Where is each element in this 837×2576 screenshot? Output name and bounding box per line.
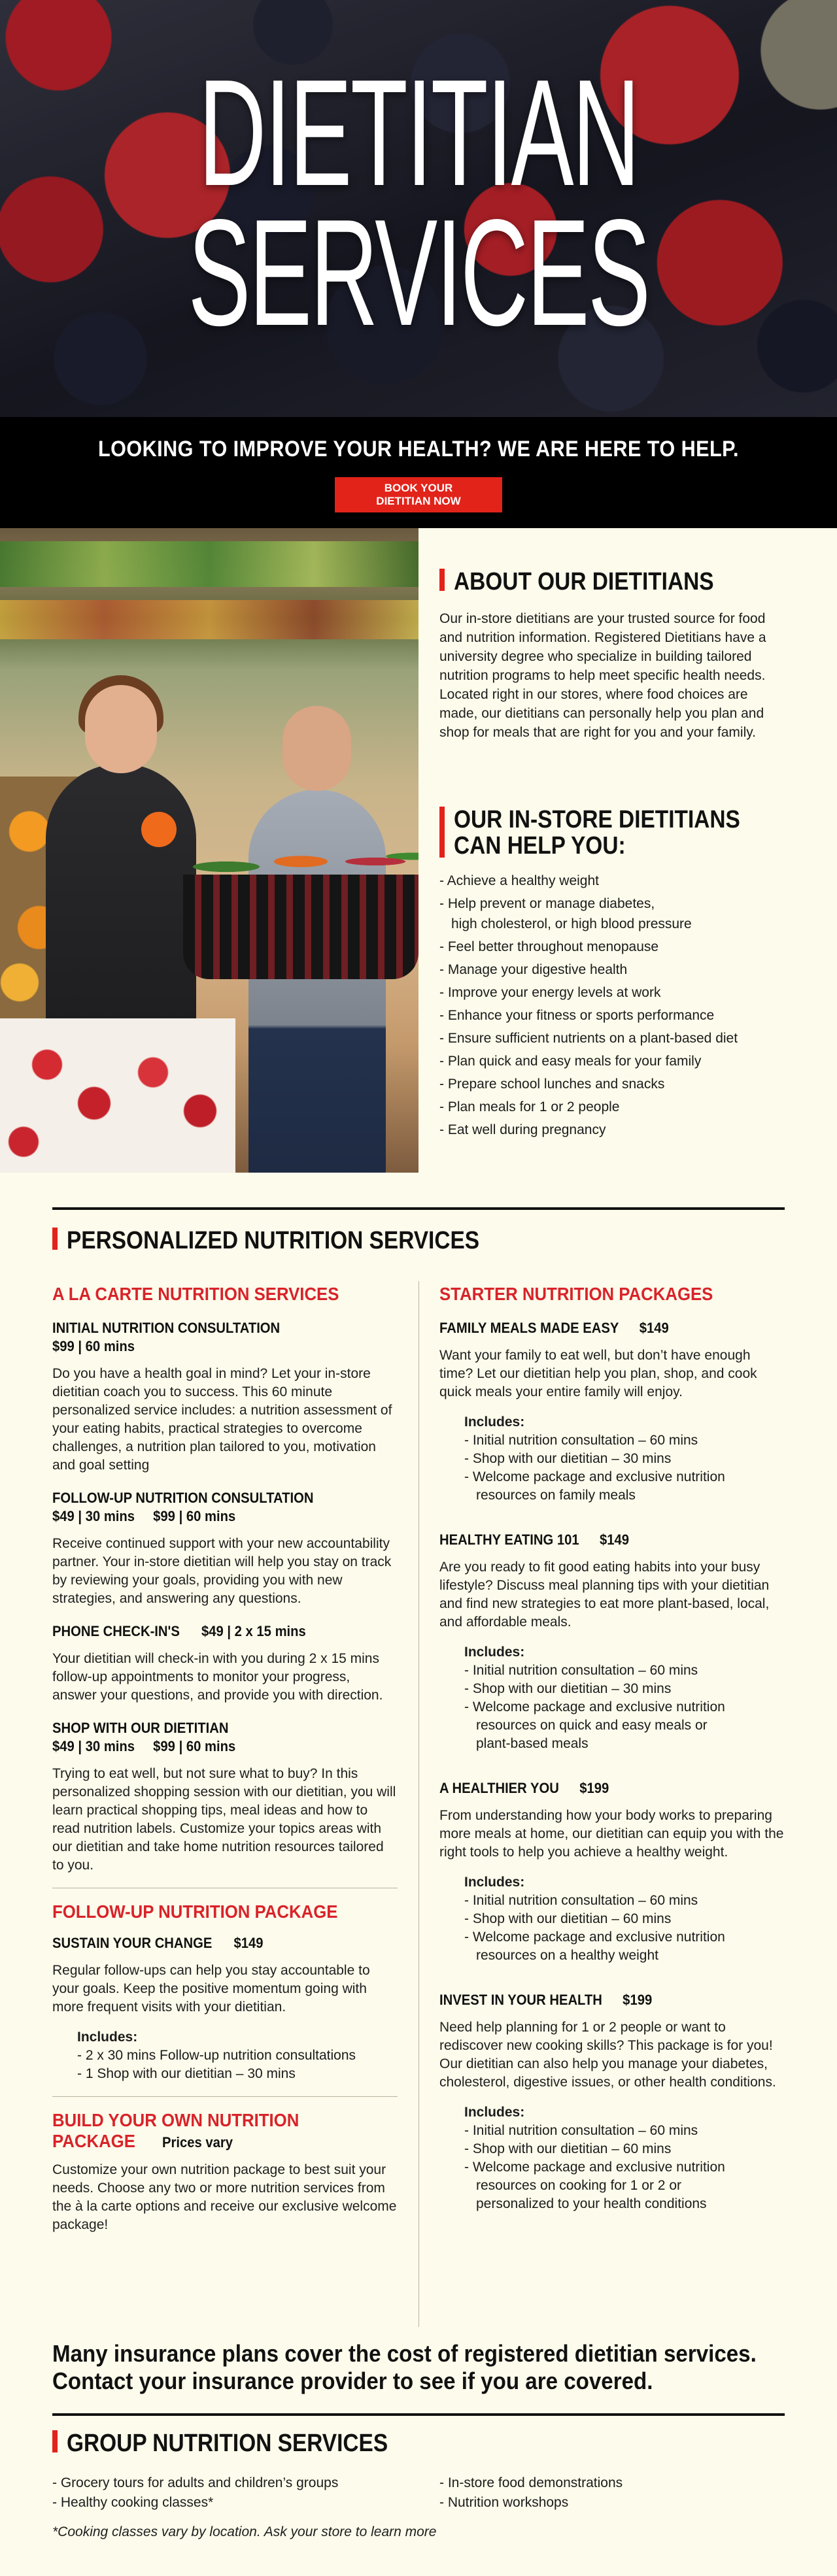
about-title: ABOUT OUR DIETITIANS <box>454 568 714 595</box>
service-shop-with-dietitian: SHOP WITH OUR DIETITIAN $49 | 30 mins $99 | 60 mins Trying to eat well, but not sure what to buy? In this personalized shopping session with our dietitian, you will learn practical shopping tips, meal ideas and how to read nutrition labels. Customize your topics areas with our dietitian and take home nutrition resources tailored to you. <box>52 1720 396 1873</box>
banner-headline: LOOKING TO IMPROVE YOUR HEALTH? WE ARE HERE TO HELP. <box>97 437 740 461</box>
hero-title-line1: DIETITIAN <box>198 48 639 218</box>
help-title-line1: OUR IN-STORE DIETITIANS <box>454 806 740 833</box>
package-price: $199 <box>623 1992 653 2008</box>
service-followup-consultation: FOLLOW-UP NUTRITION CONSULTATION $49 | 30 mins $99 | 60 mins Receive continued support with your new accountability partner. Your in-store dietitian will help you stay on track by reviewing your goals, providing you with new strategies, and answering any questions. <box>52 1490 392 1606</box>
package-price: $149 <box>233 1935 264 1951</box>
includes-list: Includes: - Initial nutrition consultation – 60 mins - Shop with our dietitian – 60 mins - Welcome package and exclusive nutrition resources on cooking for 1 or 2 or personalized to your health conditions <box>464 2105 725 2211</box>
group-services-right <box>439 2473 623 2513</box>
insurance-note: Many insurance plans cover the cost of registered dietitian services. Contact your insurance provider to see if you are covered. <box>52 2340 757 2394</box>
book-dietitian-button[interactable] <box>335 477 502 512</box>
column-divider <box>418 1281 419 2327</box>
list-item: - Eat well during pregnancy <box>439 1122 606 1137</box>
personalized-title: PERSONALIZED NUTRITION SERVICES <box>67 1227 480 1254</box>
starter-packages-column <box>439 1284 785 2213</box>
includes-list: Includes: - 2 x 30 mins Follow-up nutrition consultations - 1 Shop with our dietitian – 30 mins <box>77 2030 356 2081</box>
list-item: - Grocery tours for adults and children’s groups <box>52 2475 339 2490</box>
package-price: Prices vary <box>162 2134 233 2150</box>
package-healthier-you: A HEALTHIER YOU $199 From understanding how your body works to preparing more meals at home, our dietitian can equip you with the right tools to help you achieve a healthy weight. Includes: - Initial nutrition consultation – 60 mins - Shop with our dietitian – 60 mins - Welcome package and exclusive nutrition resources on a healthy weight <box>439 1779 785 1965</box>
book-button-line1: BOOK YOUR <box>384 482 453 494</box>
a-la-carte-column <box>52 1284 398 2234</box>
list-item: - Help prevent or manage diabetes, high cholesterol, or high blood pressure <box>439 896 692 931</box>
help-title-line2: CAN HELP YOU: <box>454 832 626 860</box>
package-price: $199 <box>579 1780 609 1796</box>
list-item: - Plan meals for 1 or 2 people <box>439 1099 620 1114</box>
package-invest-health: INVEST IN YOUR HEALTH $199 Need help planning for 1 or 2 people or want to rediscover new cooking skills? This package is for you! Our dietitian can also help you manage your diabetes, cholesterol, digestive issues, or other health conditions. Includes: - Initial nutrition consultation – 60 mins - Shop with our dietitian – 60 mins - Welcome package and exclusive nutrition resources on cooking for 1 or 2 or personalized to your health conditions <box>439 1991 785 2213</box>
group-heading <box>52 2430 432 2456</box>
service-price: $49 | 30 mins $99 | 60 mins <box>52 1738 236 1754</box>
orange-fruit <box>141 812 177 847</box>
accent-bar <box>439 569 445 591</box>
service-price: $99 | 60 mins <box>52 1338 135 1354</box>
shopping-basket <box>183 875 418 979</box>
footnote: *Cooking classes vary by location. Ask your store to learn more <box>52 2524 437 2539</box>
list-item: - Enhance your fitness or sports performance <box>439 1008 715 1023</box>
list-item: - Prepare school lunches and snacks <box>439 1077 665 1092</box>
build-your-own-package: BUILD YOUR OWN NUTRITION PACKAGE Prices vary Customize your own nutrition package to best suit your needs. Choose any two or more nutrition services from the à la carte options and receive our exclusive welcome package! <box>52 2110 397 2232</box>
list-item: - Plan quick and easy meals for your family <box>439 1054 702 1069</box>
service-price: $49 | 2 x 15 mins <box>201 1623 306 1639</box>
list-item: - In-store food demonstrations <box>439 2475 623 2490</box>
section-divider <box>52 1207 785 1210</box>
accent-bar <box>52 2430 58 2452</box>
about-section <box>439 569 806 742</box>
group-services-left <box>52 2473 338 2513</box>
section-divider <box>52 2413 785 2416</box>
followup-package: FOLLOW-UP NUTRITION PACKAGE SUSTAIN YOUR CHANGE $149 Regular follow-ups can help you stay accountable to your goals. Keep the positive momentum going with more frequent visits with your dietitian. Includes: - 2 x 30 mins Follow-up nutrition consultations - 1 Shop with our dietitian – 30 mins <box>52 1901 398 2083</box>
help-heading <box>439 807 779 859</box>
personalized-heading <box>52 1228 536 1254</box>
includes-list: Includes: - Initial nutrition consultation – 60 mins - Shop with our dietitian – 30 mins - Welcome package and exclusive nutrition resources on quick and easy meals or plant-based meals <box>464 1645 725 1751</box>
accent-bar <box>52 1228 58 1250</box>
about-text: Our in-store dietitians are your trusted source for food and nutrition information. Registered Dietitians have a university degree who specialize in building tailored nutrition programs to help meet specific health needs. Located right in our stores, where food choices are made, our dietitians can personally help you plan and shop for meals that are right for you and your family. <box>439 611 766 740</box>
list-item: - Achieve a healthy weight <box>439 873 599 888</box>
list-item: - Improve your energy levels at work <box>439 985 661 1000</box>
dietitian-photo <box>0 528 418 1173</box>
service-price: $49 | 30 mins $99 | 60 mins <box>52 1508 236 1524</box>
list-item: - Manage your digestive health <box>439 962 628 977</box>
book-button-line2: DIETITIAN NOW <box>376 495 461 507</box>
service-initial-consultation: INITIAL NUTRITION CONSULTATION $99 | 60 mins Do you have a health goal in mind? Let your in-store dietitian coach you to success. This 60 minute personalized service includes: a nutrition assessment of your eating habits, practical strategies to overcome challenges, a nutrition plan tailored to you, motivation and goal setting <box>52 1320 392 1473</box>
accent-bar <box>439 807 445 858</box>
list-item: - Nutrition workshops <box>439 2495 569 2510</box>
package-healthy-eating: HEALTHY EATING 101 $149 Are you ready to fit good eating habits into your busy lifestyle? Discuss meal planning tips with your dietitian and find new strategies to eat more plant-based, local, and affordable meals. Includes: - Initial nutrition consultation – 60 mins - Shop with our dietitian – 30 mins - Welcome package and exclusive nutrition resources on quick and easy meals or plant-based meals <box>439 1531 785 1753</box>
list-item: - Healthy cooking classes* <box>52 2495 214 2510</box>
cta-banner <box>0 417 837 528</box>
list-item: - Feel better throughout menopause <box>439 939 659 954</box>
package-family-meals: FAMILY MEALS MADE EASY $149 Want your family to eat well, but don’t have enough time? Let our dietitian help you plan, shop, and cook quick meals your entire family will enjoy. Includes: - Initial nutrition consultation – 60 mins - Shop with our dietitian – 30 mins - Welcome package and exclusive nutrition resources on family meals <box>439 1319 785 1505</box>
includes-list: Includes: - Initial nutrition consultation – 60 mins - Shop with our dietitian – 30 mins - Welcome package and exclusive nutrition resources on family meals <box>464 1414 725 1503</box>
group-title: GROUP NUTRITION SERVICES <box>67 2430 388 2457</box>
list-item: - Ensure sufficient nutrients on a plant-based diet <box>439 1031 738 1046</box>
includes-list: Includes: - Initial nutrition consultation – 60 mins - Shop with our dietitian – 60 mins - Welcome package and exclusive nutrition resources on a healthy weight <box>464 1875 725 1963</box>
hero-banner-image <box>0 0 837 417</box>
service-phone-checkins: PHONE CHECK-IN'S $49 | 2 x 15 mins Your dietitian will check-in with you during 2 x 15 mins follow-up appointments to monitor your progress, answer your questions, and provide you with direction. <box>52 1623 383 1703</box>
hero-title-line2: SERVICES <box>188 188 649 358</box>
package-price: $149 <box>639 1320 669 1336</box>
starter-title: STARTER NUTRITION PACKAGES <box>439 1284 713 1304</box>
help-list <box>439 869 806 1141</box>
a-la-carte-title: A LA CARTE NUTRITION SERVICES <box>52 1284 339 1304</box>
package-price: $149 <box>599 1531 630 1548</box>
